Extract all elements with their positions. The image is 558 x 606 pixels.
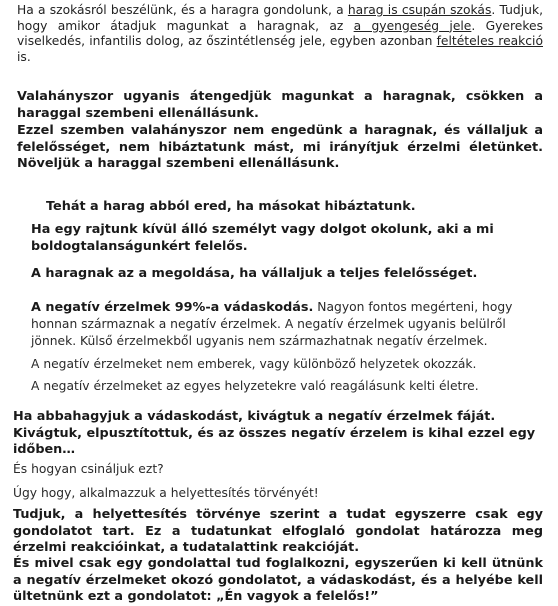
- paragraph-resistance-decreases: Valahányszor ugyanis átengedjük magunkat a haragnak, csökken a haraggal szembeni ellenállásunk.: [17, 89, 543, 121]
- link-felteteles-reakcio[interactable]: feltételes reakció: [436, 34, 543, 48]
- paragraph-blaming-others: Ha egy rajtunk kívül álló személyt vagy dolgot okolunk, aki a mi boldogtalanságunkért felelős.: [31, 222, 494, 254]
- paragraph-how-question: És hogyan csináljuk ezt?: [13, 462, 164, 476]
- paragraph-negative-emotions: [31, 299, 541, 350]
- link-gyengeseg-jele[interactable]: a gyengeség jele: [353, 18, 472, 33]
- paragraph-i-am-responsible: És mivel csak egy gondolattal tud foglalkozni, egyszerűen ki kell ütnünk a negatív érzelmeket okozó gondolatot, a vádaskodást, és a helyébe kell ültetnünk ezt a gondolatot: „Én vagyok a felelős!”: [13, 556, 543, 604]
- paragraph-anger-origin: Tehát a harag abból ered, ha másokat hibáztatunk.: [46, 199, 416, 214]
- paragraph-take-responsibility: Ezzel szemben valahányszor nem engedünk a haragnak, és vállaljuk a felelősséget, nem hibáztatunk mást, mi irányítjuk érzelmi életünket. Növeljük a haraggal szembeni ellenállásunk.: [17, 123, 543, 171]
- intro-text-4: is.: [17, 49, 31, 64]
- paragraph-law-of-substitution: Úgy hogy, alkalmazzuk a helyettesítés törvényét!: [13, 486, 319, 500]
- negative-emotions-rest: Nagyon fontos megérteni, hogy honnan származnak a negatív érzelmek. A negatív érzelmek ugyanis belülről jönnek. Külső érzelmekből ugyanis nem származhatnak negatív érzelmek.: [31, 300, 513, 348]
- paragraph-reaction-causes: A negatív érzelmeket az egyes helyzetekre való reagálásunk kelti életre.: [31, 379, 479, 393]
- intro-text-3: . Gyerekes viselkedés, infantilis dolog, az őszintétlenség jele, egyben azonban: [17, 18, 543, 48]
- intro-paragraph: [17, 3, 543, 65]
- intro-text-1: Ha a szokásról beszélünk, és a haragra gondolunk, a: [17, 3, 348, 17]
- paragraph-not-people-cause: A negatív érzelmeket nem emberek, vagy különböző helyzetek okozzák.: [31, 357, 477, 371]
- intro-text-2: . Tudjuk, hogy amikor átadjuk magunkat a haragnak, az: [17, 3, 543, 33]
- paragraph-solution: A haragnak az a megoldása, ha vállaljuk a teljes felelősséget.: [31, 266, 478, 281]
- negative-emotions-bold: A negatív érzelmek 99%-a vádaskodás.: [31, 300, 314, 315]
- link-harag-szokas[interactable]: harag is csupán szokás: [347, 3, 492, 17]
- paragraph-one-thought: Tudjuk, a helyettesítés törvénye szerint a tudat egyszerre csak egy gondolatot tart. Ez a tudatunkat elfoglaló gondolat határozza meg érzelmi reakcióinkat, a tudatalattink reakcióját.: [13, 507, 543, 555]
- paragraph-cut-the-tree: Ha abbahagyjuk a vádaskodást, kivágtuk a negatív érzelmek fáját. Kivágtuk, elpusztítottuk, és az összes negatív érzelem is kihal ezzel egy időben…: [13, 409, 536, 457]
